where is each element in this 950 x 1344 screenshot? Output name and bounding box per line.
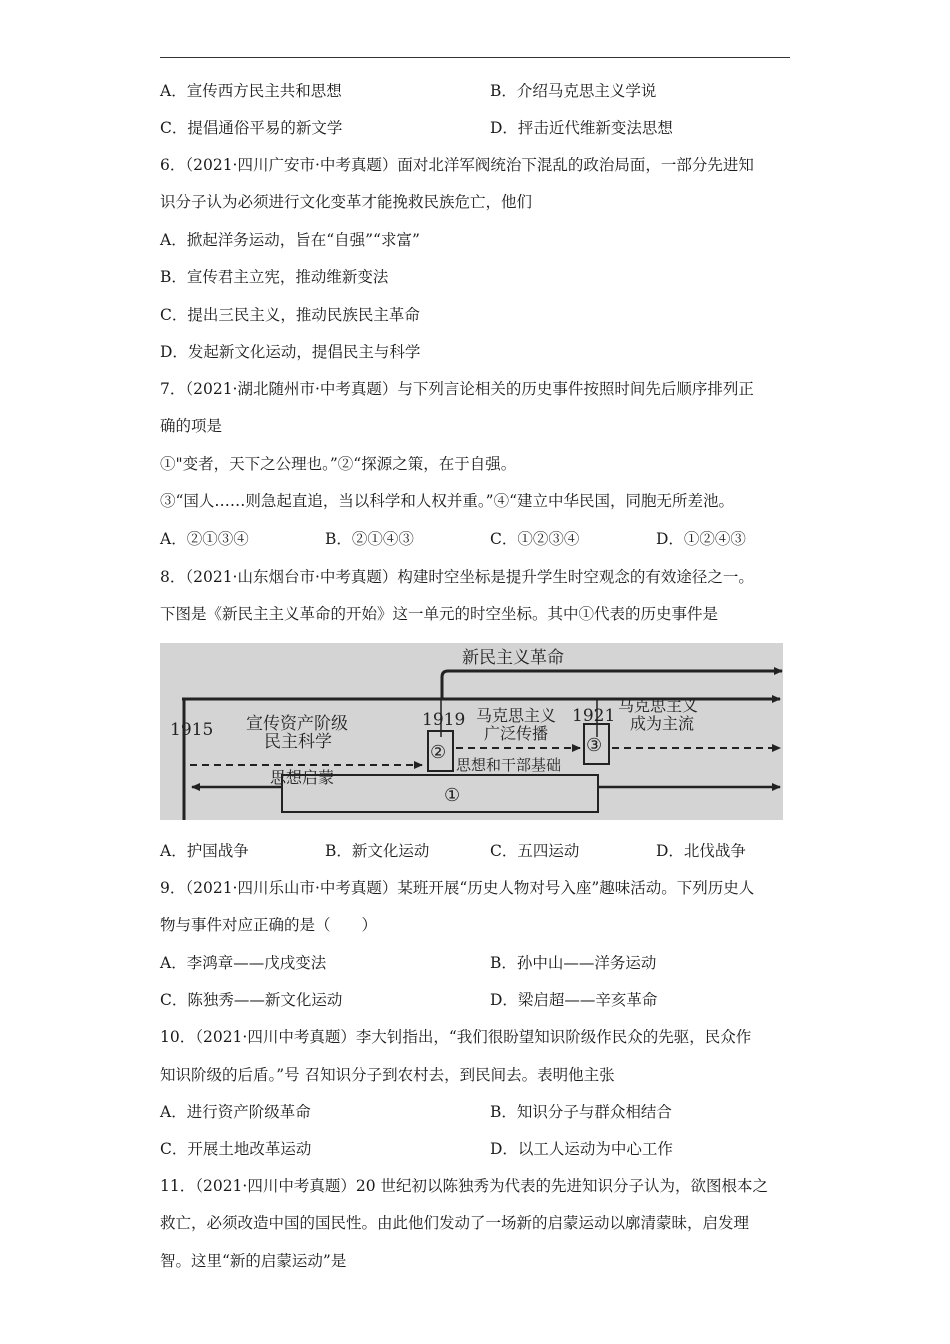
- label-new-democratic: 新民主义革命: [462, 648, 564, 668]
- q8-option-a[interactable]: A．护国战争: [160, 842, 249, 860]
- text-marxism-spread-1: 马克思主义: [476, 706, 557, 725]
- marker-3: ③: [586, 735, 603, 756]
- q9-stem-line2: 物与事件对应正确的是（ ）: [160, 916, 378, 934]
- q9-option-c[interactable]: C．陈独秀——新文化运动: [160, 991, 343, 1009]
- q7-stem-line1: 7．（2021·湖北随州市·中考真题）与下列言论相关的历史事件按照时间先后顺序排列正: [160, 380, 754, 398]
- q7-stem-line2: 确的项是: [160, 417, 223, 435]
- q6-option-a[interactable]: A．掀起洋务运动，旨在“自强”“求富”: [160, 231, 420, 249]
- new-democratic-arrow: [442, 671, 782, 698]
- header-rule: [160, 57, 790, 58]
- q8-option-d[interactable]: D．北伐战争: [656, 842, 746, 860]
- q6-stem-line1: 6．（2021·四川广安市·中考真题）面对北洋军阀统治下混乱的政治局面，一部分先进知: [160, 156, 754, 174]
- q5-option-b[interactable]: B．介绍马克思主义学说: [490, 82, 657, 100]
- q10-option-b[interactable]: B．知识分子与群众相结合: [490, 1103, 672, 1121]
- q9-option-d[interactable]: D．梁启超——辛亥革命: [490, 991, 658, 1009]
- q5-option-c[interactable]: C．提倡通俗平易的新文学: [160, 119, 343, 137]
- q6-stem-line2: 识分子认为必须进行文化变革才能挽救民族危亡，他们: [160, 193, 533, 211]
- q5-option-d[interactable]: D．抨击近代维新变法思想: [490, 119, 673, 137]
- q6-option-d[interactable]: D．发起新文化运动，提倡民主与科学: [160, 343, 421, 361]
- year-1915: 1915: [170, 720, 214, 740]
- q7-quote-line1: ①"变者，天下之公理也。”②“探源之策，在于自强。: [160, 455, 517, 473]
- text-marxism-main-1: 马克思主义: [618, 696, 699, 715]
- q10-stem-line2: 知识阶级的后盾。”号 召知识分子到农村去，到民间去。表明他主张: [160, 1066, 615, 1084]
- q11-stem-line3: 智。这里“新的启蒙运动”是: [160, 1252, 347, 1270]
- q10-option-c[interactable]: C．开展土地改革运动: [160, 1140, 312, 1158]
- q11-stem-line2: 救亡，必须改造中国的国民性。由此他们发动了一场新的启蒙运动以廓清蒙昧，启发理: [160, 1214, 750, 1232]
- q9-option-b[interactable]: B．孙中山——洋务运动: [490, 954, 657, 972]
- q6-option-c[interactable]: C．提出三民主义，推动民族民主革命: [160, 306, 420, 324]
- text-marxism-spread-2: 广泛传播: [484, 724, 549, 743]
- q10-option-a[interactable]: A．进行资产阶级革命: [160, 1103, 311, 1121]
- q8-stem-line2: 下图是《新民主主义革命的开始》这一单元的时空坐标。其中①代表的历史事件是: [160, 605, 719, 623]
- q10-option-d[interactable]: D．以工人运动为中心工作: [490, 1140, 673, 1158]
- q7-option-a[interactable]: A．②①③④: [160, 530, 249, 548]
- text-propagate-2: 民主科学: [264, 732, 332, 752]
- marker-2: ②: [430, 742, 447, 763]
- text-propagate-1: 宣传资产阶级: [246, 714, 348, 734]
- text-enlighten: 思想启蒙: [270, 768, 335, 787]
- q9-stem-line1: 9．（2021·四川乐山市·中考真题）某班开展“历史人物对号入座”趣味活动。下列历史人: [160, 879, 755, 897]
- q7-quote-line2: ③“国人……则急起直追，当以科学和人权并重。”④“建立中华民国，同胞无所差池。: [160, 492, 735, 510]
- q9-option-a[interactable]: A．李鸿章——戊戌变法: [160, 954, 327, 972]
- timeline-diagram: [160, 643, 783, 820]
- marker-1: ①: [444, 785, 461, 806]
- q6-option-b[interactable]: B．宣传君主立宪，推动维新变法: [160, 268, 389, 286]
- text-foundation: 思想和干部基础: [456, 756, 562, 774]
- q5-option-a[interactable]: A．宣传西方民主共和思想: [160, 82, 342, 100]
- q7-option-d[interactable]: D．①②④③: [656, 530, 746, 548]
- year-1921: 1921: [572, 706, 616, 726]
- q8-option-b[interactable]: B．新文化运动: [325, 842, 430, 860]
- q7-option-b[interactable]: B．②①④③: [325, 530, 414, 548]
- text-marxism-main-2: 成为主流: [630, 714, 695, 733]
- q7-option-c[interactable]: C．①②③④: [490, 530, 580, 548]
- q8-stem-line1: 8．（2021·山东烟台市·中考真题）构建时空坐标是提升学生时空观念的有效途径之一。: [160, 568, 754, 586]
- q11-stem-line1: 11．（2021·四川中考真题）20 世纪初以陈独秀为代表的先进知识分子认为，欲图根本之: [160, 1177, 768, 1195]
- q8-option-c[interactable]: C．五四运动: [490, 842, 580, 860]
- year-1919: 1919: [422, 710, 466, 730]
- timeline-figure: [160, 643, 783, 820]
- q10-stem-line1: 10．（2021·四川中考真题）李大钊指出，“我们很盼望知识阶级作民众的先驱，民众作: [160, 1028, 752, 1046]
